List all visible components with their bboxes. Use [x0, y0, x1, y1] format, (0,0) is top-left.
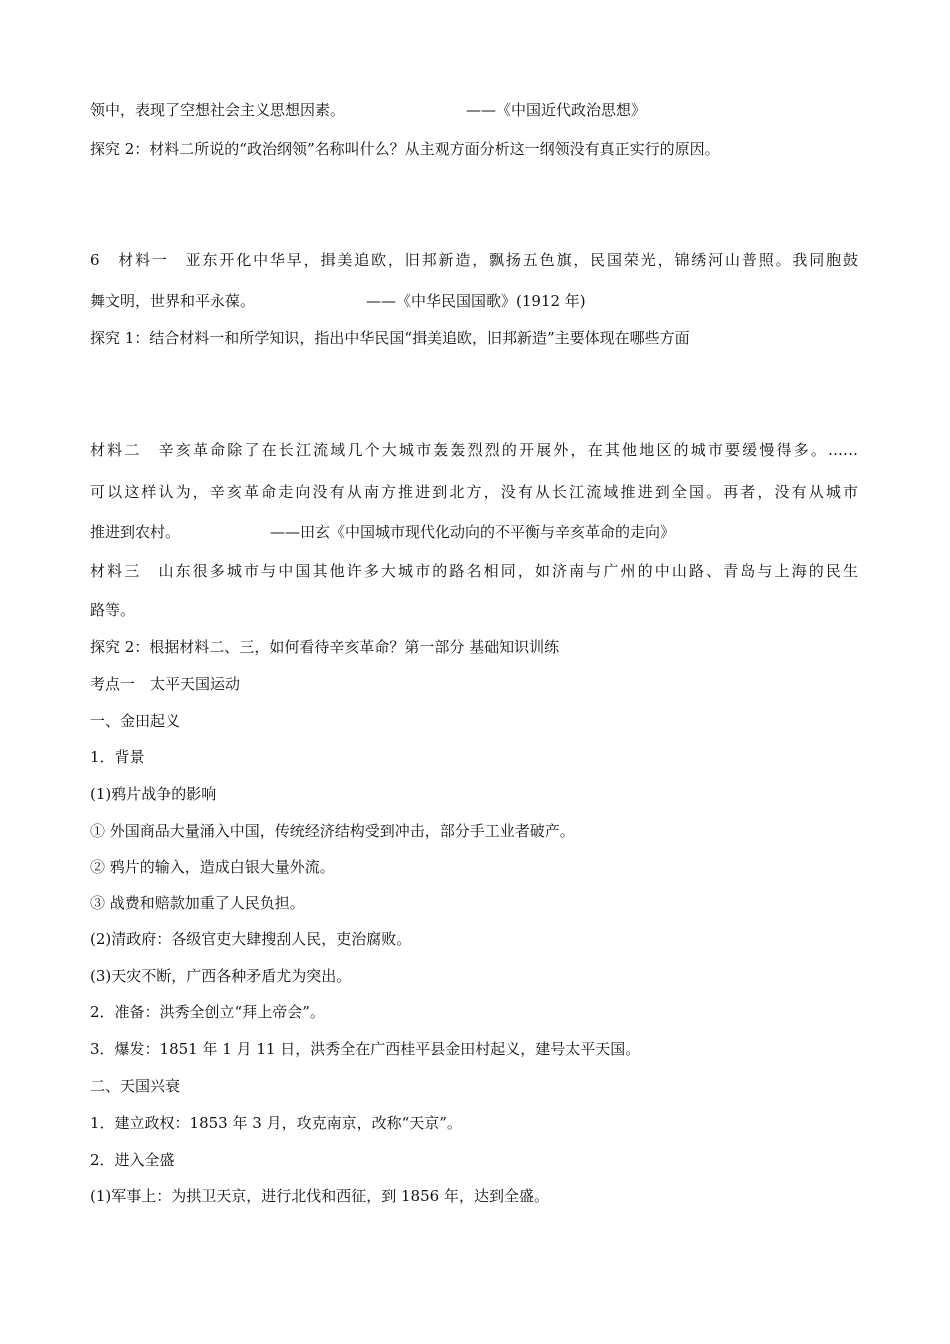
source-citation: ——《中华民国国歌》(1912 年) [366, 292, 586, 310]
paragraph-line: 可以这样认为，辛亥革命走向没有从南方推进到北方，没有从长江流域推进到全国。再者，没有从城市 [90, 483, 858, 501]
list-item: 3．爆发：1851 年 1 月 11 日，洪秀全在广西桂平县金田村起义，建号太平天国。 [90, 1040, 641, 1058]
paragraph-line: 6 材料一 亚东开化中华早，揖美追欧，旧邦新造，飘扬五色旗，民国荣光，锦绣河山普照。我同胞鼓 [90, 251, 858, 269]
question-line: 探究 2：根据材料二、三，如何看待辛亥革命？第一部分 基础知识训练 [90, 638, 560, 656]
section-heading: 考点一 太平天国运动 [90, 675, 241, 693]
line-text: 舞文明，世界和平永葆。 [90, 292, 256, 310]
list-item: (2)清政府：各级官吏大肆搜刮人民，吏治腐败。 [90, 930, 412, 948]
paragraph-line [90, 291, 586, 311]
section-heading: 二、天国兴衰 [90, 1077, 181, 1095]
list-item: ③ 战费和赔款加重了人民负担。 [90, 894, 305, 912]
paragraph-line [90, 100, 647, 120]
source-citation: ——《中国近代政治思想》 [466, 101, 647, 119]
line-text: 领中，表现了空想社会主义思想因素。 [90, 101, 346, 119]
paragraph-line [90, 522, 676, 542]
list-item: 2．准备：洪秀全创立“拜上帝会”。 [90, 1003, 325, 1021]
list-item: (3)天灾不断，广西各种矛盾尤为突出。 [90, 967, 352, 985]
line-text: 推进到农村。 [90, 523, 181, 541]
list-item: 1．背景 [90, 748, 145, 766]
question-line: 探究 2：材料二所说的“政治纲领”名称叫什么？从主观方面分析这一纲领没有真正实行的原因。 [90, 140, 720, 158]
list-item: 1．建立政权：1853 年 3 月，攻克南京，改称“天京”。 [90, 1114, 462, 1132]
section-heading: 一、金田起义 [90, 712, 181, 730]
question-line: 探究 1：结合材料一和所学知识，指出中华民国“揖美追欧，旧邦新造”主要体现在哪些方面 [90, 329, 690, 347]
paragraph-line: 路等。 [90, 601, 136, 619]
list-item: (1)军事上：为拱卫天京，进行北伐和西征，到 1856 年，达到全盛。 [90, 1187, 549, 1205]
list-item: 2．进入全盛 [90, 1151, 175, 1169]
source-citation: ——田玄《中国城市现代化动向的不平衡与辛亥革命的走向》 [270, 523, 676, 541]
paragraph-line: 材料三 山东很多城市与中国其他许多大城市的路名相同，如济南与广州的中山路、青岛与上海的民生 [90, 562, 858, 580]
list-item: (1)鸦片战争的影响 [90, 785, 217, 803]
list-item: ② 鸦片的输入，造成白银大量外流。 [90, 858, 335, 876]
paragraph-line: 材料二 辛亥革命除了在长江流域几个大城市轰轰烈烈的开展外，在其他地区的城市要缓慢得多。…… [90, 441, 858, 459]
list-item: ① 外国商品大量涌入中国，传统经济结构受到冲击，部分手工业者破产。 [90, 822, 575, 840]
